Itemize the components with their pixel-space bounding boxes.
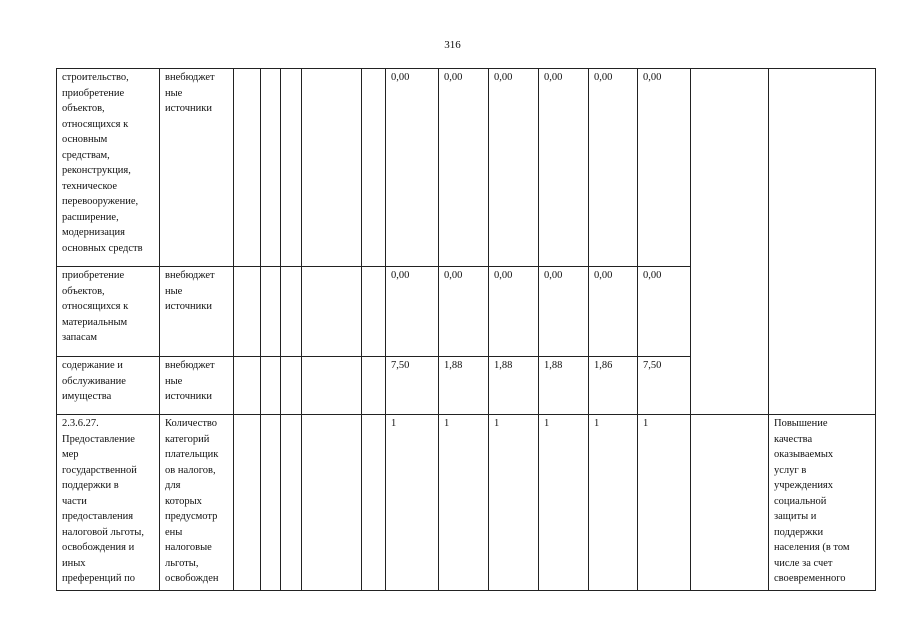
empty-cell (281, 69, 302, 267)
row-name-cell: содержание и обслуживание имущества (57, 357, 160, 415)
funding-source-cell: внебюджет ные источники (160, 357, 234, 415)
empty-cell (302, 69, 362, 267)
row-name-cell: 2.3.6.27. Предоставление мер государственной поддержки в части предоставления налоговой льготы, освобождения и иных преференций по (57, 415, 160, 591)
empty-cell (234, 357, 261, 415)
empty-cell (234, 415, 261, 591)
value-cell: 0,00 (439, 69, 489, 267)
empty-cell (261, 357, 281, 415)
empty-cell (362, 415, 386, 591)
value-cell: 1 (439, 415, 489, 591)
empty-cell (281, 357, 302, 415)
empty-cell (261, 69, 281, 267)
value-cell: 0,00 (539, 267, 589, 357)
empty-merged-cell (769, 69, 876, 415)
empty-cell (691, 415, 769, 591)
value-cell: 0,00 (489, 69, 539, 267)
row-name-cell: приобретение объектов, относящихся к материальным запасам (57, 267, 160, 357)
value-cell: 0,00 (386, 267, 439, 357)
program-table (56, 68, 876, 591)
value-cell: 1,88 (439, 357, 489, 415)
value-cell: 0,00 (539, 69, 589, 267)
empty-cell (281, 415, 302, 591)
value-cell: 0,00 (638, 267, 691, 357)
empty-merged-cell (691, 69, 769, 415)
page-number: 316 (444, 39, 461, 51)
table-row (57, 69, 876, 267)
funding-source-cell: внебюджет ные источники (160, 69, 234, 267)
table-row (57, 415, 876, 591)
value-cell: 7,50 (386, 357, 439, 415)
value-cell: 1,86 (589, 357, 638, 415)
value-cell: 1,88 (539, 357, 589, 415)
empty-cell (302, 267, 362, 357)
empty-cell (362, 267, 386, 357)
empty-cell (234, 69, 261, 267)
value-cell: 0,00 (386, 69, 439, 267)
funding-source-cell: внебюджет ные источники (160, 267, 234, 357)
value-cell: 0,00 (589, 69, 638, 267)
value-cell: 0,00 (489, 267, 539, 357)
empty-cell (302, 357, 362, 415)
empty-cell (261, 267, 281, 357)
value-cell: 1,88 (489, 357, 539, 415)
value-cell: 1 (589, 415, 638, 591)
empty-cell (362, 69, 386, 267)
empty-cell (302, 415, 362, 591)
empty-cell (261, 415, 281, 591)
value-cell: 0,00 (589, 267, 638, 357)
value-cell: 0,00 (439, 267, 489, 357)
empty-cell (362, 357, 386, 415)
value-cell: 1 (638, 415, 691, 591)
value-cell: 1 (539, 415, 589, 591)
empty-cell (234, 267, 261, 357)
row-name-cell: строительство, приобретение объектов, относящихся к основным средствам, реконструкция, техническое перевооружение, расширение, модернизация основных средств (57, 69, 160, 267)
expected-result-cell: Повышение качества оказываемых услуг в учреждениях социальной защиты и поддержки населения (в том числе за счет своевременного (769, 415, 876, 591)
value-cell: 0,00 (638, 69, 691, 267)
empty-cell (281, 267, 302, 357)
indicator-cell: Количество категорий плательщик ов налогов, для которых предусмотр ены налоговые льготы, освобожден (160, 415, 234, 591)
value-cell: 1 (489, 415, 539, 591)
value-cell: 7,50 (638, 357, 691, 415)
value-cell: 1 (386, 415, 439, 591)
